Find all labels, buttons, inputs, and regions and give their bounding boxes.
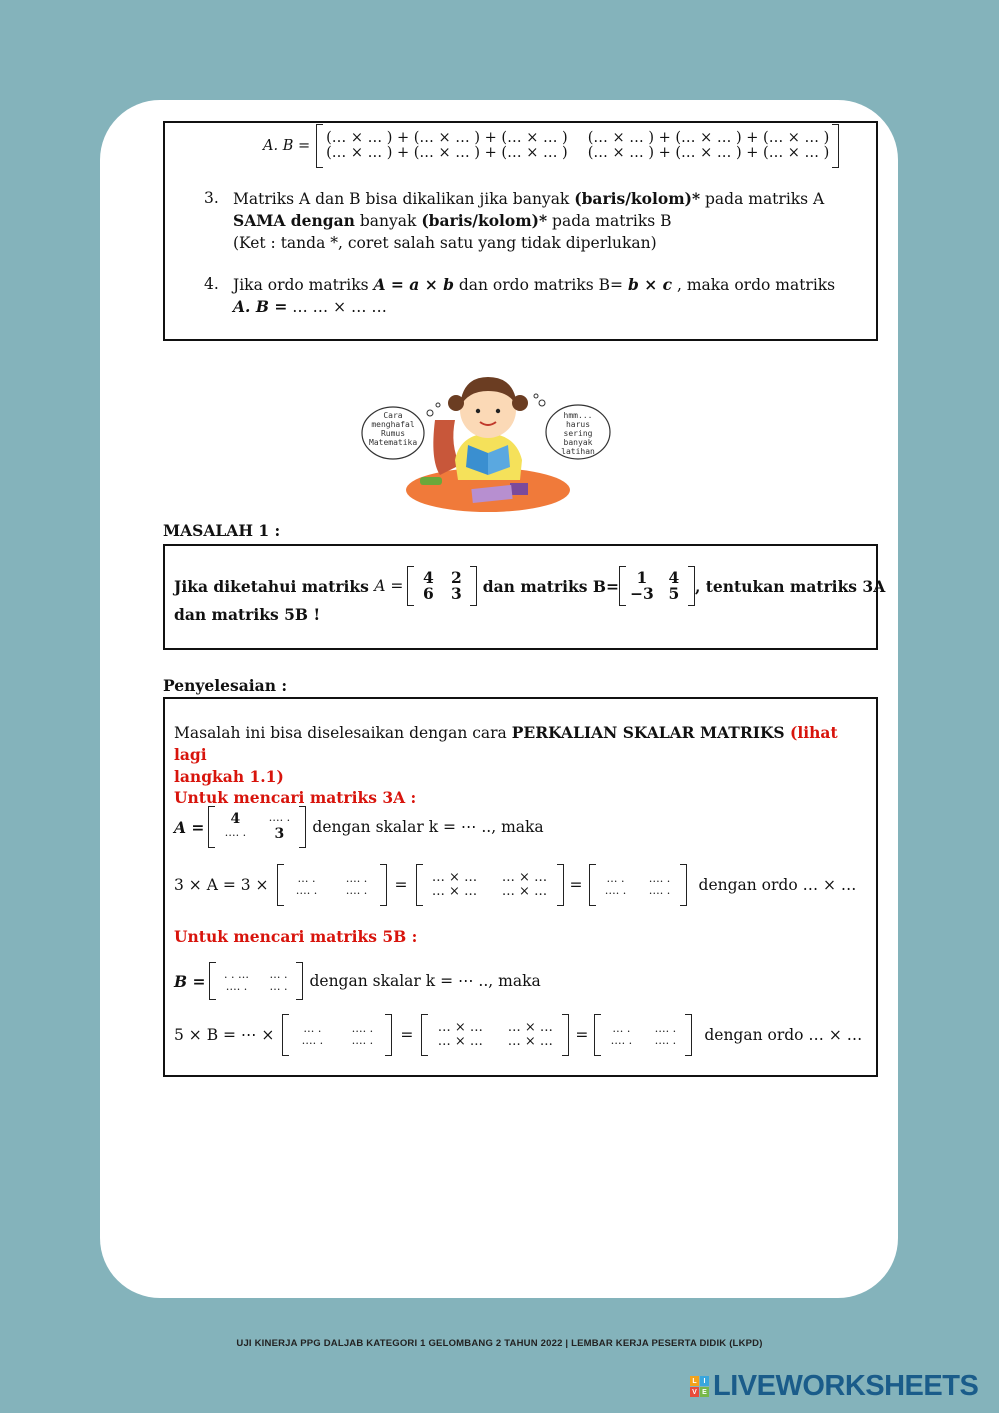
matrix-b-blank[interactable]: …. .: [225, 980, 248, 993]
matrix-a-blank[interactable]: …. .: [268, 811, 291, 825]
eq3-m2-blank[interactable]: … × …: [501, 884, 548, 899]
logo-square: V: [690, 1387, 699, 1397]
matrix-a-entry: 3: [274, 826, 285, 842]
baris-kolom-choice-1[interactable]: (baris/kolom)*: [574, 189, 701, 208]
eq5-m3-blank[interactable]: …. .: [654, 1034, 677, 1047]
item-4-part: A. B =: [233, 297, 288, 316]
matrix-b-cell: 4: [668, 567, 680, 587]
ordo-answer-blank[interactable]: … … × … …: [287, 298, 387, 316]
equation-5b: [174, 1014, 862, 1056]
eq3-m1-blank[interactable]: … .: [297, 872, 316, 886]
item-4-part: b × c: [627, 275, 673, 294]
eq3-m3-blank[interactable]: …. .: [604, 884, 627, 897]
eq5-m2-blank[interactable]: … × …: [437, 1020, 483, 1036]
liveworksheets-brand: LIVEWORKSHEETS: [713, 1370, 979, 1402]
eq3-m3-blank[interactable]: …. .: [648, 884, 671, 897]
eq5-m2-blank[interactable]: … × …: [437, 1034, 483, 1049]
item-4-number: 4.: [204, 275, 219, 293]
matrix-a-blank[interactable]: …. .: [224, 826, 247, 839]
item-3-part: Matriks A dan B bisa dikalikan jika banyak: [233, 190, 575, 208]
formula-cell: (… × … ) + (… × … ) + (… × … ): [326, 145, 568, 161]
eq5-m3-blank[interactable]: … .: [612, 1022, 631, 1036]
heading-5b: Untuk mencari matriks 5B :: [174, 927, 418, 946]
matrix-b-cell: 1: [636, 567, 648, 587]
matrix-a-row: [174, 806, 544, 848]
eq3-m2-blank[interactable]: … × …: [501, 870, 548, 886]
equation-3a-lhs: 3 × A = 3 ×: [174, 876, 269, 894]
formula-lhs: A. B =: [263, 138, 311, 154]
item-3-note: (Ket : tanda *, coret salah satu yang tidak diperlukan): [233, 234, 657, 252]
footer-caption: UJI KINERJA PPG DALJAB KATEGORI 1 GELOMBANG 2 TAHUN 2022 | LEMBAR KERJA PESERTA DIDIK (LKPD): [236, 1338, 763, 1349]
item-3-part: pada matriks A: [700, 190, 825, 208]
item-4-part: Jika ordo matriks: [233, 276, 374, 294]
formula-cell: (… × … ) + (… × … ) + (… × … ): [326, 129, 568, 146]
scalar-k-3a[interactable]: dengan skalar k = ⋯ .., maka: [312, 818, 544, 836]
matrix-b-lhs: B =: [174, 971, 206, 991]
logo-square: E: [700, 1387, 709, 1397]
logo-square: I: [700, 1376, 709, 1386]
matrix-a-lhs: A =: [174, 817, 205, 837]
eq5-m1-blank[interactable]: …. .: [301, 1034, 324, 1047]
matrix-a-cell: 2: [450, 567, 462, 587]
matrix-a-cell: 4: [422, 567, 434, 587]
eq3-m3-blank[interactable]: … .: [606, 872, 625, 886]
penyelesaian-title: Penyelesaian :: [163, 676, 288, 695]
equation-5b-lhs[interactable]: 5 × B = ⋯ ×: [174, 1026, 275, 1044]
masalah-line-2: dan matriks 5B !: [174, 605, 321, 624]
masalah-text: Jika diketahui matriks: [174, 576, 375, 596]
item-3-part: pada matriks B: [547, 212, 672, 230]
matrix-b-blank[interactable]: … .: [269, 968, 288, 982]
matrix-b-cell: 5: [668, 584, 680, 603]
matrix-b-cell: −3: [630, 584, 654, 603]
masalah-title: MASALAH 1 :: [163, 521, 281, 540]
intro-hint: (lihat lagi: [174, 723, 838, 764]
intro-method: PERKALIAN SKALAR MATRIKS: [511, 723, 785, 742]
masalah-text: , tentukan matriks 3A: [694, 576, 886, 596]
formula-cell: (… × … ) + (… × … ) + (… × … ): [587, 145, 830, 161]
eq5-m1-blank[interactable]: …. .: [351, 1022, 374, 1036]
eq5-m2-blank[interactable]: … × …: [507, 1020, 553, 1036]
matrix-b-row: [174, 962, 541, 1000]
eq5-m1-blank[interactable]: …. .: [351, 1034, 374, 1047]
item-3-part: SAMA dengan: [233, 211, 355, 230]
ordo-3a[interactable]: dengan ordo … × …: [698, 876, 857, 894]
scalar-k-5b[interactable]: dengan skalar k = ⋯ .., maka: [309, 972, 541, 990]
equals-sign: =: [569, 876, 583, 894]
eq5-m3-blank[interactable]: …. .: [610, 1034, 633, 1047]
eq5-m1-blank[interactable]: … .: [303, 1022, 322, 1036]
item-3-text: [233, 188, 858, 254]
thought-bubble-right: hmm... harus sering banyak latihan: [561, 411, 595, 456]
equals-sign: =: [575, 1026, 589, 1044]
matrix-a-cell: 3: [450, 584, 462, 603]
liveworksheets-icon: [690, 1376, 709, 1397]
baris-kolom-choice-2[interactable]: (baris/kolom)*: [421, 211, 548, 230]
eq3-m2-blank[interactable]: … × …: [431, 884, 478, 899]
ordo-5b[interactable]: dengan ordo … × …: [704, 1026, 863, 1044]
eq3-m2-blank[interactable]: … × …: [431, 870, 478, 886]
eq5-m3-blank[interactable]: …. .: [654, 1022, 677, 1036]
item-4-text: [233, 274, 858, 318]
formula-cell: (… × … ) + (… × … ) + (… × … ): [587, 129, 830, 146]
matrix-a-cell: 6: [422, 584, 434, 603]
matrix-a-label: A =: [374, 577, 404, 595]
liveworksheets-logo[interactable]: [690, 1370, 978, 1403]
matrix-b-blank[interactable]: . . …: [223, 968, 249, 982]
equals-sign: =: [394, 876, 408, 894]
equation-3a: [174, 864, 856, 906]
item-4-part: , maka ordo matriks: [672, 276, 836, 294]
heading-3a: Untuk mencari matriks 3A :: [174, 788, 417, 807]
intro-text: Masalah ini bisa diselesaikan dengan cara: [174, 724, 512, 742]
item-4-part: dan ordo matriks B=: [453, 276, 628, 294]
item-4-part: A = a × b: [373, 275, 454, 294]
masalah-line-1: [174, 566, 885, 606]
solution-intro: [174, 722, 864, 788]
item-3-part: banyak: [354, 212, 422, 230]
eq3-m1-blank[interactable]: …. .: [345, 884, 368, 897]
matrix-product-formula: [263, 124, 839, 168]
eq3-m1-blank[interactable]: …. .: [295, 884, 318, 897]
matrix-a-entry: 4: [230, 811, 241, 828]
eq3-m3-blank[interactable]: …. .: [648, 872, 671, 886]
masalah-text: dan matriks B=: [477, 576, 619, 596]
matrix-b-blank[interactable]: … .: [269, 980, 288, 993]
thought-bubble-left: Cara menghafal Rumus Matematika: [369, 411, 418, 447]
eq3-m1-blank[interactable]: …. .: [345, 872, 368, 886]
equals-sign: =: [400, 1026, 414, 1044]
item-3-number: 3.: [204, 189, 219, 207]
intro-hint: langkah 1.1): [174, 767, 284, 786]
eq5-m2-blank[interactable]: … × …: [507, 1034, 553, 1049]
logo-square: L: [690, 1376, 699, 1386]
